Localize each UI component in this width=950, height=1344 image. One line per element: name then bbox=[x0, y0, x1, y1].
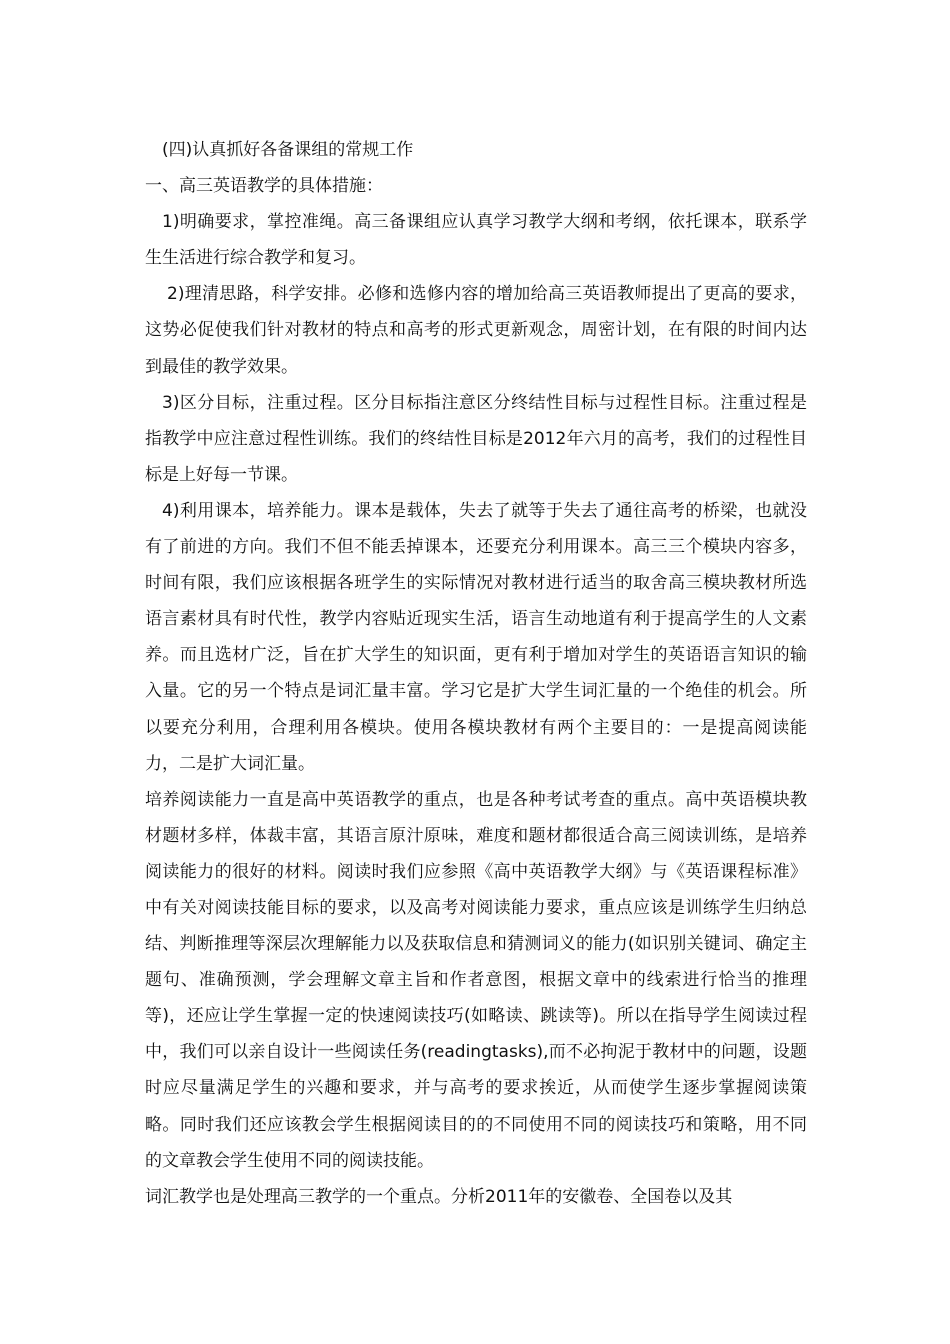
paragraph-measure-1: 1)明确要求，掌控准绳。高三备课组应认真学习教学大纲和考纲，依托课本，联系学生生活进行综合教学和复习。 bbox=[145, 212, 807, 269]
paragraph-measure-2: 2)理清思路，科学安排。必修和选修内容的增加给高三英语教师提出了更高的要求，这势必促使我们针对教材的特点和高考的形式更新观念，周密计划，在有限的时间内达到最佳的教学效果。 bbox=[145, 284, 807, 377]
paragraph-reading-ability: 培养阅读能力一直是高中英语教学的重点，也是各种考试考查的重点。高中英语模块教材题材多样，体裁丰富，其语言原汁原味，难度和题材都很适合高三阅读训练，是培养阅读能力的很好的材料。阅读时我们应参照《高中英语教学大纲》与《英语课程标准》中有关对阅读技能目标的要求，以及高考对阅读能力要求，重点应该是训练学生归纳总结、判断推理等深层次理解能力以及获取信息和猜测词义的能力(如识别关键词、确定主题句、准确预测，学会理解文章主旨和作者意图，根据文章中的线索进行恰当的推理等)，还应让学生掌握一定的快速阅读技巧(如略读、跳读等)。所以在指导学生阅读过程中，我们可以亲自设计一些阅读任务(readingtasks),而不必拘泥于教材中的问题，设题时应尽量满足学生的兴趣和要求，并与高考的要求挨近，从而使学生逐步掌握阅读策略。同时我们还应该教会学生根据阅读目的的不同使用不同的阅读技巧和策略，用不同的文章教会学生使用不同的阅读技能。 bbox=[145, 789, 807, 1171]
document-body bbox=[145, 132, 807, 1215]
paragraph-vocabulary: 词汇教学也是处理高三教学的一个重点。分析2011年的安徽卷、全国卷以及其 bbox=[145, 1186, 733, 1207]
section-heading: (四)认真抓好各备课组的常规工作 bbox=[162, 140, 414, 160]
paragraph-measure-3: 3)区分目标，注重过程。区分目标指注意区分终结性目标与过程性目标。注重过程是指教学中应注意过程性训练。我们的终结性目标是2012年六月的高考，我们的过程性目标是上好每一节课。 bbox=[145, 392, 807, 485]
subsection-heading: 一、高三英语教学的具体措施： bbox=[145, 176, 383, 197]
paragraph-measure-4: 4)利用课本，培养能力。课本是载体，失去了就等于失去了通往高考的桥梁，也就没有了前进的方向。我们不但不能丢掉课本，还要充分利用课本。高三三个模块内容多，时间有限，我们应该根据各班学生的实际情况对教材进行适当的取舍高三模块教材所选语言素材具有时代性，教学内容贴近现实生活，语言生动地道有利于提高学生的人文素养。而且选材广泛，旨在扩大学生的知识面，更有利于增加对学生的英语语言知识的输入量。它的另一个特点是词汇量丰富。学习它是扩大学生词汇量的一个绝佳的机会。所以要充分利用，合理利用各模块。使用各模块教材有两个主要目的：一是提高阅读能力，二是扩大词汇量。 bbox=[145, 500, 807, 774]
